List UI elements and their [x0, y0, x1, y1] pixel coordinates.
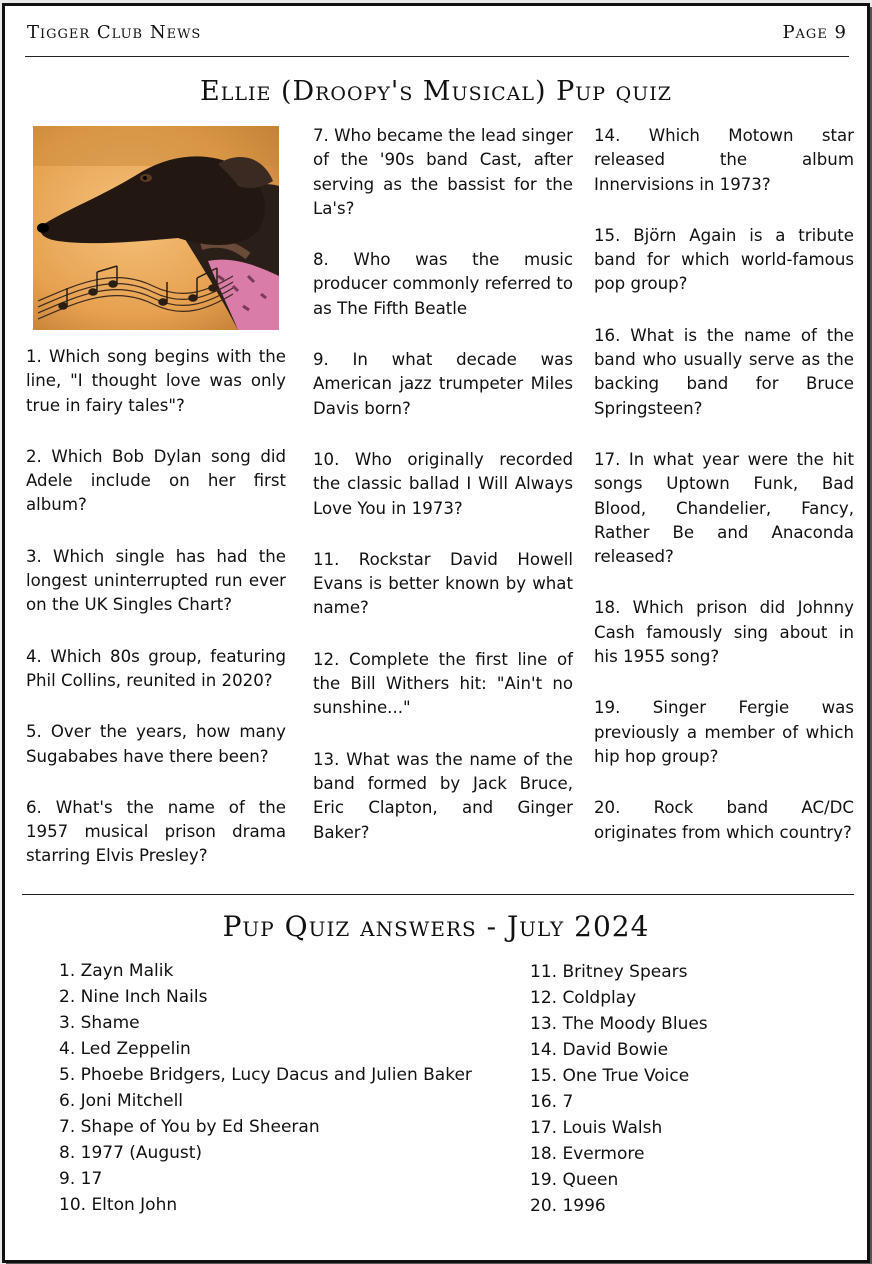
- question-18: 18. Which prison did Johnny Cash famously sing about in his 1955 song?: [594, 598, 854, 667]
- answer-18: 18. Evermore: [530, 1144, 645, 1164]
- question-8: 8. Who was the music producer commonly referred to as The Fifth Beatle: [313, 250, 573, 318]
- answer-17: 17. Louis Walsh: [530, 1118, 663, 1138]
- question-14: 14. Which Motown star released the album Innervisions in 1973?: [594, 126, 854, 194]
- answer-10: 10. Elton John: [59, 1195, 178, 1215]
- answer-7: 7. Shape of You by Ed Sheeran: [59, 1117, 320, 1137]
- answer-19: 19. Queen: [530, 1170, 619, 1190]
- answer-11: 11. Britney Spears: [530, 962, 688, 982]
- answers-column-1: [59, 958, 499, 1218]
- page-number: Page 9: [782, 22, 847, 43]
- question-6: 6. What's the name of the 1957 musical prison drama starring Elvis Presley?: [26, 797, 286, 866]
- question-11: 11. Rockstar David Howell Evans is better known by what name?: [313, 549, 573, 618]
- answer-12: 12. Coldplay: [530, 988, 637, 1008]
- question-3: 3. Which single has had the longest uninterrupted run ever on the UK Singles Chart?: [26, 546, 286, 615]
- question-1: 1. Which song begins with the line, "I thought love was only true in fairy tales"?: [26, 347, 286, 415]
- question-15: 15. Björn Again is a tribute band for which world-famous pop group?: [594, 225, 854, 294]
- question-19: 19. Singer Fergie was previously a member of which hip hop group?: [594, 698, 854, 766]
- question-13: 13. What was the name of the band formed by Jack Bruce, Eric Clapton, and Ginger Baker?: [313, 749, 573, 842]
- answer-6: 6. Joni Mitchell: [59, 1091, 184, 1111]
- question-20: 20. Rock band AC/DC originates from which country?: [594, 798, 854, 842]
- question-17: 17. In what year were the hit songs Uptown Funk, Bad Blood, Chandelier, Fancy, Rather Be and Anaconda released?: [594, 449, 854, 567]
- answer-4: 4. Led Zeppelin: [59, 1039, 191, 1059]
- question-12: 12. Complete the first line of the Bill Withers hit: "Ain't no sunshine...": [313, 649, 573, 718]
- section-divider: [22, 894, 854, 895]
- quiz-title: Ellie (Droopy's Musical) Pup quiz: [200, 76, 672, 107]
- answer-5: 5. Phoebe Bridgers, Lucy Dacus and Julien Baker: [59, 1065, 472, 1085]
- question-5: 5. Over the years, how many Sugababes have there been?: [26, 722, 286, 766]
- answer-15: 15. One True Voice: [530, 1066, 690, 1086]
- page-header: [25, 22, 849, 57]
- newsletter-name: Tigger Club News: [27, 22, 202, 43]
- answer-2: 2. Nine Inch Nails: [59, 987, 208, 1007]
- newsletter-page: [2, 3, 870, 1263]
- answer-16: 16. 7: [530, 1092, 574, 1112]
- questions-column-3: [594, 124, 854, 872]
- answer-1: 1. Zayn Malik: [59, 961, 174, 981]
- question-7: 7. Who became the lead singer of the '90s band Cast, after serving as the bassist for the La's?: [313, 126, 573, 218]
- answer-14: 14. David Bowie: [530, 1040, 669, 1060]
- questions-column-1: [26, 345, 286, 896]
- answers-column-2: [530, 959, 830, 1219]
- questions-column-2: [313, 124, 573, 872]
- question-16: 16. What is the name of the band who usually serve as the backing band for Bruce Springsteen?: [594, 325, 854, 418]
- greyhound-photo: [33, 126, 279, 330]
- answer-20: 20. 1996: [530, 1196, 606, 1216]
- question-4: 4. Which 80s group, featuring Phil Collins, reunited in 2020?: [26, 646, 286, 690]
- question-2: 2. Which Bob Dylan song did Adele include on her first album?: [26, 446, 286, 515]
- answer-3: 3. Shame: [59, 1013, 140, 1033]
- answer-8: 8. 1977 (August): [59, 1143, 203, 1163]
- answer-13: 13. The Moody Blues: [530, 1014, 708, 1034]
- question-9: 9. In what decade was American jazz trumpeter Miles Davis born?: [313, 350, 573, 418]
- answers-title: Pup Quiz answers - July 2024: [222, 910, 650, 943]
- answer-9: 9. 17: [59, 1169, 103, 1189]
- question-10: 10. Who originally recorded the classic ballad I Will Always Love You in 1973?: [313, 449, 573, 518]
